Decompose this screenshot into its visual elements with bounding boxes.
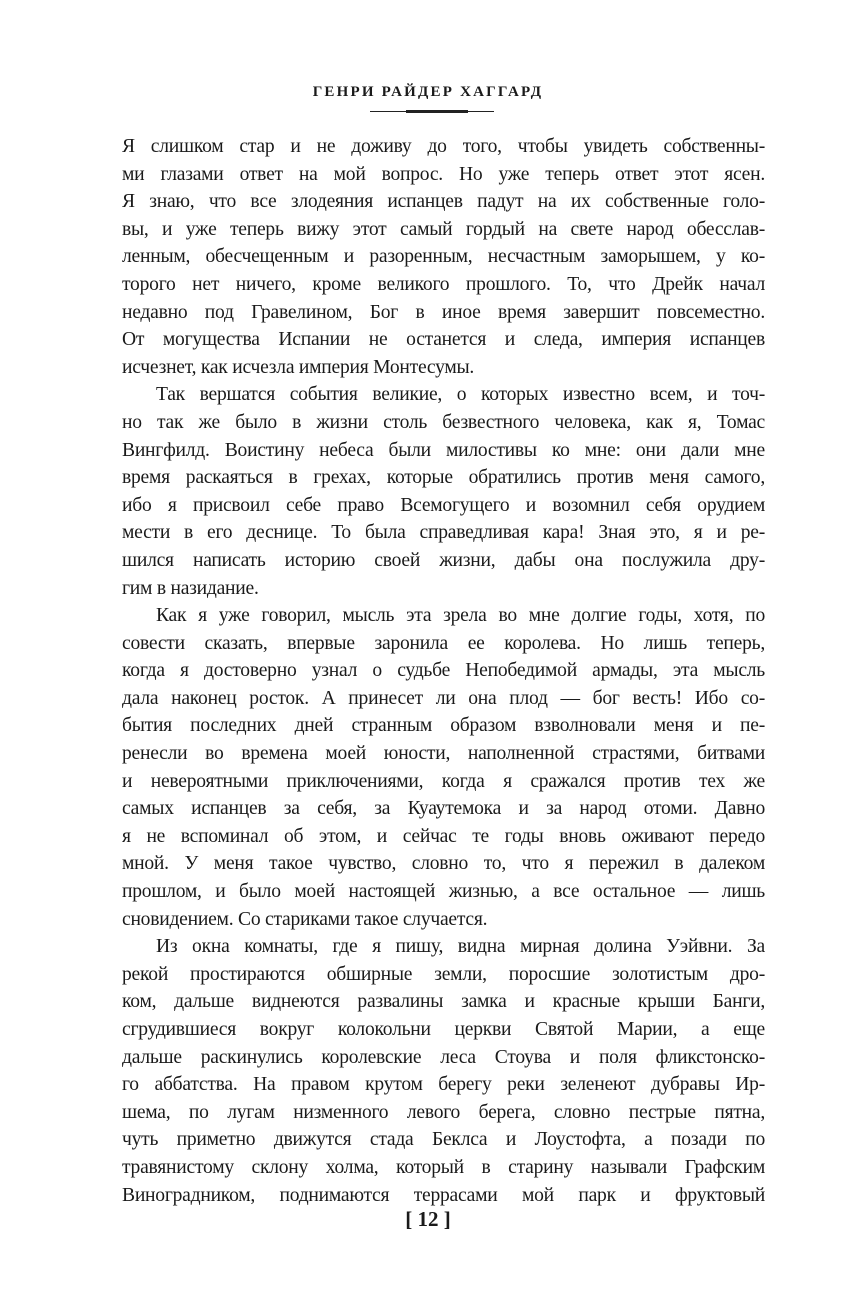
text-line: Я знаю, что все злодеяния испанцев падут на их собственные голо- xyxy=(122,191,765,213)
running-header: ГЕНРИ РАЙДЕР ХАГГАРД xyxy=(312,84,544,100)
paragraph xyxy=(122,133,765,381)
paragraph xyxy=(122,602,765,933)
text-line: Так вершатся события великие, о которых известно всем, и точ- xyxy=(156,384,765,406)
text-line: ибо я присвоил себе право Всемогущего и возомнил себя орудием xyxy=(122,494,765,516)
text-line: самых испанцев за себя, за Куаутемока и за народ отоми. Давно xyxy=(122,798,765,820)
body-text xyxy=(122,133,765,1209)
text-line: прошлом, и было моей настоящей жизнью, а все остальное — лишь xyxy=(122,881,765,903)
text-line: шился написать историю своей жизни, дабы она послужила дру- xyxy=(122,549,765,571)
text-line: чуть приметно движутся стада Беклса и Лоустофта, а позади по xyxy=(122,1129,765,1151)
page-number: [ 12 ] xyxy=(405,1207,451,1231)
text-line: я не вспоминал об этом, и сейчас те годы вновь оживают передо xyxy=(122,825,765,847)
text-line: сгрудившиеся вокруг колокольни церкви Святой Марии, а еще xyxy=(122,1019,765,1040)
text-line: совести сказать, впервые заронила ее королева. Но лишь теперь, xyxy=(122,632,765,654)
text-line: бытия последних дней странным образом взволновали меня и пе- xyxy=(122,715,765,737)
text-line: Как я уже говорил, мысль эта зрела во мне долгие годы, хотя, по xyxy=(156,605,765,627)
text-line: Вингфилд. Воистину небеса были милостивы ко мне: они дали мне xyxy=(122,439,765,461)
text-line: исчезнет, как исчезла империя Монтесумы. xyxy=(122,356,475,378)
text-line: вы, и уже теперь вижу этот самый гордый на свете народ обесслав- xyxy=(122,218,765,240)
text-line: Виноградником, поднимаются террасами мой парк и фруктовый xyxy=(122,1184,765,1206)
text-line: мести в его деснице. То была справедливая кара! Зная это, я и ре- xyxy=(122,522,765,544)
paragraph xyxy=(122,381,765,602)
text-line: Я слишком стар и не доживу до того, чтобы увидеть собственны- xyxy=(122,136,765,157)
text-line: дала наконец росток. А принесет ли она плод — бог весть! Ибо со- xyxy=(122,687,765,709)
text-line: недавно под Гравелином, Бог в иное время завершит повсеместно. xyxy=(122,301,765,323)
text-line: торого нет ничего, кроме великого прошлого. То, что Дрейк начал xyxy=(122,273,765,295)
text-line: мной. У меня такое чувство, словно то, что я пережил в далеком xyxy=(122,853,765,875)
text-line: гим в назидание. xyxy=(122,577,259,599)
text-line: время раскаяться в грехах, которые обратились против меня самого, xyxy=(122,467,765,489)
text-line: ренесли во времена моей юности, наполненной страстями, битвами xyxy=(122,743,765,765)
paragraph xyxy=(122,933,765,1209)
text-line: От могущества Испании не останется и следа, империя испанцев xyxy=(122,329,765,351)
text-line: дальше раскинулись королевские леса Стоува и поля фликстонско- xyxy=(122,1046,765,1068)
text-line: рекой простираются обширные земли, поросшие золотистым дро- xyxy=(122,963,765,985)
text-line: когда я достоверно узнал о судьбе Непобедимой армады, эта мысль xyxy=(122,660,765,682)
text-line: го аббатства. На правом крутом берегу реки зеленеют дубравы Ир- xyxy=(122,1074,765,1096)
text-line: и невероятными приключениями, когда я сражался против тех же xyxy=(122,770,765,792)
text-line: шема, по лугам низменного левого берега, словно пестрые пятна, xyxy=(122,1101,765,1123)
text-line: ленным, обесчещенным и разоренным, несчастным заморышем, у ко- xyxy=(122,246,765,268)
text-line: но так же было в жизни столь безвестного человека, как я, Томас xyxy=(122,411,765,433)
header-rule-accent xyxy=(406,110,468,113)
text-line: сновидением. Со стариками такое случается. xyxy=(122,908,488,930)
text-line: ком, дальше виднеются развалины замка и красные крыши Банги, xyxy=(122,991,765,1013)
text-line: Из окна комнаты, где я пишу, видна мирная долина Уэйвни. За xyxy=(156,936,765,958)
text-line: ми глазами ответ на мой вопрос. Но уже теперь ответ этот ясен. xyxy=(122,163,765,185)
text-line: травянистому склону холма, который в старину называли Графским xyxy=(122,1156,765,1178)
